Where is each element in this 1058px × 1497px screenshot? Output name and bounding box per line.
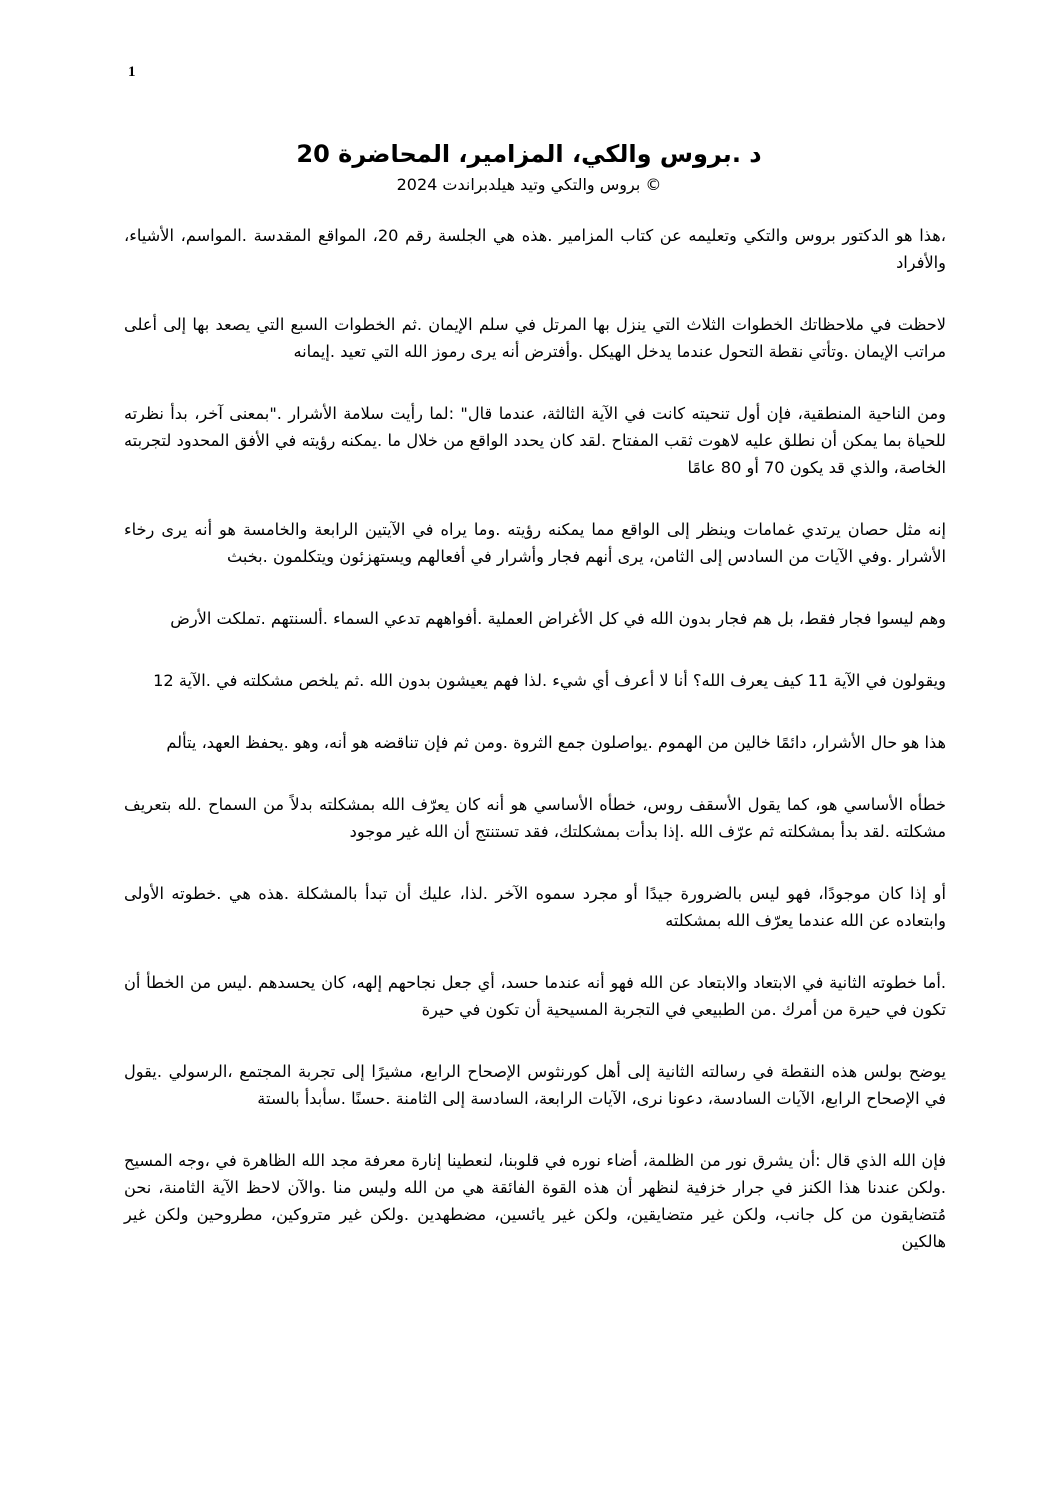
paragraph-9: أو إذا كان موجودًا، فهو ليس بالضرورة جيدًا أو مجرد سموه الآخر .لذا، عليك أن تبدأ بالمشكلة .هذه هي .خطوته الأولى وابتعاده عن الله عندما يعرّف الله بمشكلته	[124, 884, 946, 930]
document-body	[124, 222, 946, 1290]
paragraph-3: ومن الناحية المنطقية، فإن أول تنحيته كانت في الآية الثالثة، عندما قال" :لما رأيت سلامة الأشرار ."بمعنى آخر، بدأ نظرته للحياة بما يمكن أن نطلق عليه لاهوت ثقب المفتاح .لقد كان يحدد الواقع من خلال ما .يمكنه رؤيته في الأفق المحدود لتجربته الخاصة، والذي قد يكون 70 أو 80 عامًا	[124, 404, 946, 477]
document-title: د .بروس والكي، المزامير، المحاضرة 20	[296, 140, 762, 168]
paragraph-2: لاحظت في ملاحظاتك الخطوات الثلاث التي ينزل بها المرتل في سلم الإيمان .ثم الخطوات السبع التي يصعد بها إلى أعلى مراتب الإيمان .وتأتي نقطة التحول عندما يدخل الهيكل .وأفترض أنه يرى رموز الله التي تعيد .إيمانه	[124, 315, 946, 361]
document-subtitle: بروس والتكي وتيد هيلدبراندت 2024 ©	[396, 175, 662, 194]
paragraph-4: إنه مثل حصان يرتدي غمامات وينظر إلى الواقع مما يمكنه رؤيته .وما يراه في الآيتين الرابعة والخامسة هو أنه يرى رخاء الأشرار .وفي الآيات من السادس إلى الثامن، يرى أنهم فجار وأشرار في أفعالهم ويستهزئون ويتكلمون .بخبث	[124, 520, 946, 566]
paragraph-7: هذا هو حال الأشرار، دائمًا خالين من الهموم .يواصلون جمع الثروة .ومن ثم فإن تناقضه هو أنه، وهو .يحفظ العهد، يتألم	[166, 733, 946, 752]
paragraph-12: فإن الله الذي قال :أن يشرق نور من الظلمة، أضاء نوره في قلوبنا، لنعطينا إنارة معرفة مجد الله الظاهرة في ،وجه المسيح .ولكن عندنا هذا الكنز في جرار خزفية لنظهر أن هذه القوة الفائقة هي من الله وليس منا .والآن لاحظ الآية الثامنة، نحن مُتضايقون من كل جانب، ولكن غير متضايقين، ولكن غير يائسين، مضطهدين .ولكن غير متروكين، مطروحين ولكن غير هالكين	[124, 1151, 946, 1251]
page-number: 1	[128, 64, 136, 80]
paragraph-5: وهم ليسوا فجار فقط، بل هم فجار بدون الله في كل الأغراض العملية .أفواههم تدعي السماء .ألسنتهم .تملكت الأرض	[170, 609, 946, 628]
paragraph-1: ،هذا هو الدكتور بروس والتكي وتعليمه عن كتاب المزامير .هذه هي الجلسة رقم 20، المواقع المقدسة .المواسم، الأشياء، والأفراد	[124, 226, 946, 272]
paragraph-10: .أما خطوته الثانية في الابتعاد والابتعاد عن الله فهو أنه عندما حسد، أي جعل نجاحهم إلهه، كان يحسدهم .ليس من الخطأ أن تكون في حيرة من أمرك .من الطبيعي في التجربة المسيحية أن تكون في حيرة	[124, 973, 946, 1019]
paragraph-11: يوضح بولس هذه النقطة في رسالته الثانية إلى أهل كورنثوس الإصحاح الرابع، مشيرًا إلى تجربة المجتمع ،الرسولي .يقول في الإصحاح الرابع، الآيات السادسة، دعونا نرى، الآيات الرابعة، السادسة إلى الثامنة .حسنًا .سأبدأ بالستة	[124, 1062, 946, 1108]
paragraph-8: خطأه الأساسي هو، كما يقول الأسقف روس، خطأه الأساسي هو أنه كان يعرّف الله بمشكلته بدلاً من السماح .لله بتعريف مشكلته .لقد بدأ بمشكلته ثم عرّف الله .إذا بدأت بمشكلتك، فقد تستنتج أن الله غير موجود	[124, 795, 946, 841]
document-header	[120, 136, 938, 198]
paragraph-6: ويقولون في الآية 11 كيف يعرف الله؟ أنا لا أعرف أي شيء .لذا فهم يعيشون بدون الله .ثم يلخص مشكلته في .الآية 12	[153, 671, 946, 690]
